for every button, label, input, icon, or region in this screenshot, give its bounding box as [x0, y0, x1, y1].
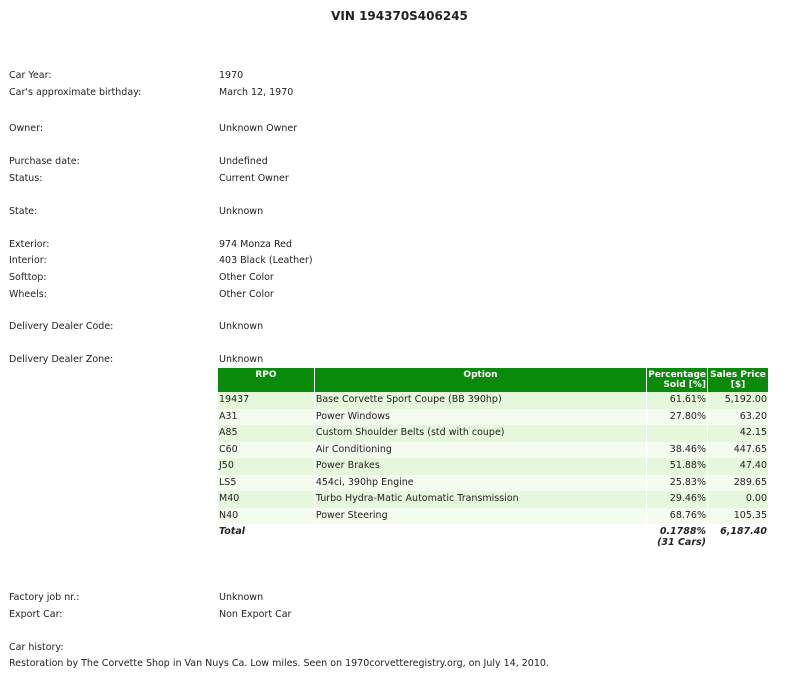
percentage-cell: 25.83% — [647, 475, 707, 492]
total-row — [218, 524, 768, 550]
field-label: Interior: — [9, 255, 47, 266]
option-cell: Custom Shoulder Belts (std with coupe) — [315, 425, 646, 442]
rpo-cell: LS5 — [218, 475, 314, 492]
rpo-cell: M40 — [218, 491, 314, 508]
field-label: Purchase date: — [9, 156, 80, 167]
table-row — [218, 458, 768, 475]
field-value: Other Color — [219, 272, 274, 283]
price-cell: 105.35 — [708, 508, 768, 525]
total-cars: (31 Cars) — [657, 537, 707, 548]
rpo-cell: A85 — [218, 425, 314, 442]
field-value: March 12, 1970 — [219, 87, 294, 98]
field-label: Delivery Dealer Code: — [9, 321, 114, 332]
field-value: Non Export Car — [219, 609, 292, 620]
price-cell: 63.20 — [708, 409, 768, 426]
option-cell: Turbo Hydra-Matic Automatic Transmission — [315, 491, 646, 508]
page-title: VIN 194370S406245 — [331, 9, 468, 23]
percentage-cell: 29.46% — [647, 491, 707, 508]
field-label: Status: — [9, 173, 43, 184]
col-price: Sales Price [$] — [708, 368, 768, 392]
table-row — [218, 508, 768, 525]
field-label: State: — [9, 206, 38, 217]
table-row — [218, 491, 768, 508]
col-option: Option — [315, 368, 646, 392]
price-cell: 289.65 — [708, 475, 768, 492]
field-label: Factory job nr.: — [9, 592, 80, 603]
percentage-cell: 38.46% — [647, 442, 707, 459]
field-label: Exterior: — [9, 239, 50, 250]
field-value: 1970 — [219, 70, 244, 81]
field-value: Current Owner — [219, 173, 289, 184]
percentage-cell: 68.76% — [647, 508, 707, 525]
option-cell: Power Brakes — [315, 458, 646, 475]
field-value: Other Color — [219, 289, 274, 300]
field-label: Owner: — [9, 123, 44, 134]
price-cell: 42.15 — [708, 425, 768, 442]
table-row — [218, 475, 768, 492]
history-label: Car history: — [9, 642, 64, 653]
option-cell: Base Corvette Sport Coupe (BB 390hp) — [315, 392, 646, 409]
price-cell: 47.40 — [708, 458, 768, 475]
table-row — [218, 409, 768, 426]
options-table — [217, 368, 769, 550]
option-cell: Power Windows — [315, 409, 646, 426]
percentage-cell: 51.88% — [647, 458, 707, 475]
col-rpo: RPO — [218, 368, 314, 392]
percentage-cell — [647, 425, 707, 442]
total-price: 6,187.40 — [708, 524, 768, 550]
table-row — [218, 442, 768, 459]
rpo-cell: J50 — [218, 458, 314, 475]
field-value: Unknown Owner — [219, 123, 298, 134]
field-value: Undefined — [219, 156, 268, 167]
rpo-cell: C60 — [218, 442, 314, 459]
percentage-cell: 61.61% — [647, 392, 707, 409]
field-value: Unknown — [219, 354, 264, 365]
col-percentage: Percentage Sold [%] — [648, 370, 707, 390]
rpo-cell: 19437 — [218, 392, 314, 409]
price-cell: 447.65 — [708, 442, 768, 459]
price-cell: 0.00 — [708, 491, 768, 508]
field-value: Unknown — [219, 592, 264, 603]
history-text: Restoration by The Corvette Shop in Van Nuys Ca. Low miles. Seen on 1970corvetteregistry.org, on July 14, 2010. — [9, 658, 549, 669]
total-label: Total — [218, 524, 314, 550]
total-percentage: 0.1788% — [659, 526, 707, 537]
field-label: Wheels: — [9, 289, 47, 300]
field-label: Delivery Dealer Zone: — [9, 354, 114, 365]
field-label: Car's approximate birthday: — [9, 87, 142, 98]
rpo-cell: A31 — [218, 409, 314, 426]
field-label: Softtop: — [9, 272, 47, 283]
field-value: 974 Monza Red — [219, 239, 293, 250]
price-cell: 5,192.00 — [708, 392, 768, 409]
option-cell: 454ci, 390hp Engine — [315, 475, 646, 492]
field-value: Unknown — [219, 321, 264, 332]
table-row — [218, 392, 768, 409]
field-label: Car Year: — [9, 70, 52, 81]
field-value: 403 Black (Leather) — [219, 255, 313, 266]
percentage-cell: 27.80% — [647, 409, 707, 426]
field-label: Export Car: — [9, 609, 63, 620]
option-cell: Power Steering — [315, 508, 646, 525]
option-cell: Air Conditioning — [315, 442, 646, 459]
table-row — [218, 425, 768, 442]
rpo-cell: N40 — [218, 508, 314, 525]
field-value: Unknown — [219, 206, 264, 217]
